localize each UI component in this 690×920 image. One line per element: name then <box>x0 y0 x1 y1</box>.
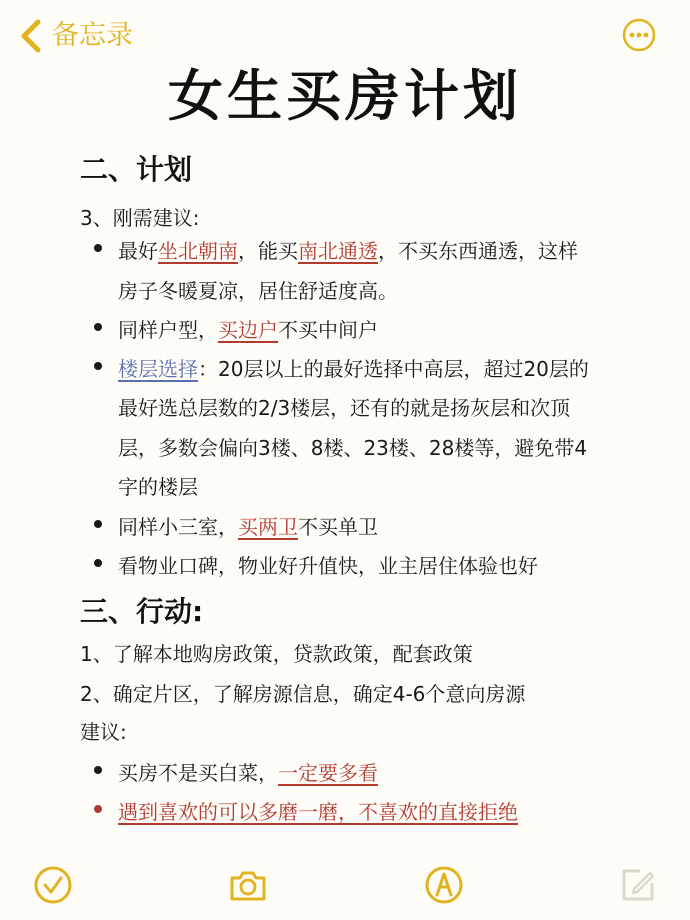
list-item-continued: 最好选总层数的2/3楼层，还有的就是扬灰层和次顶 <box>118 396 571 420</box>
action-item: 2、确定片区，了解房源信息，确定4-6个意向房源 <box>80 682 526 706</box>
camera-icon[interactable] <box>228 865 268 905</box>
list-item: 同样户型，买边户不买中间户 <box>118 318 378 342</box>
list-item: 遇到喜欢的可以多磨一磨，不喜欢的直接拒绝 <box>118 800 518 824</box>
highlight-text: 买边户 <box>218 318 278 342</box>
list-item: 最好坐北朝南，能买南北通透，不买东西通透，这样 <box>118 239 578 263</box>
list-item: 同样小三室，买两卫不买单卫 <box>118 515 378 539</box>
list-item: 买房不是买白菜，一定要多看 <box>118 761 378 785</box>
chevron-left-icon <box>18 16 48 56</box>
list-item-continued: 房子冬暖夏凉，居住舒适度高。 <box>118 279 398 303</box>
bullet-icon <box>94 323 102 331</box>
bottom-toolbar <box>0 855 690 915</box>
list-item-continued: 层，多数会偏向3楼、8楼、23楼、28楼等，避免带4 <box>118 436 588 460</box>
subheading-rigid-demand: 3、刚需建议: <box>80 206 200 230</box>
checkmark-icon[interactable] <box>33 865 73 905</box>
bullet-icon <box>94 362 102 370</box>
bullet-icon <box>94 520 102 528</box>
pen-icon[interactable] <box>424 865 464 905</box>
section-heading-plan: 二、计划 <box>80 153 193 186</box>
list-item: 看物业口碑，物业好升值快，业主居住体验也好 <box>118 554 538 578</box>
compose-icon[interactable] <box>618 865 658 905</box>
bullet-icon <box>94 559 102 567</box>
highlight-text: 一定要多看 <box>278 761 378 785</box>
note-title: 女生买房计划 <box>167 64 522 128</box>
action-item: 1、了解本地购房政策，贷款政策，配套政策 <box>80 642 473 666</box>
bullet-icon <box>94 244 102 252</box>
highlight-text: 坐北朝南 <box>158 239 238 263</box>
bullet-icon <box>94 805 102 813</box>
list-item: 楼层选择：20层以上的最好选择中高层，超过20层的 <box>118 357 589 381</box>
bullet-icon <box>94 766 102 774</box>
more-options-icon[interactable] <box>622 18 656 52</box>
advice-label: 建议: <box>80 720 127 744</box>
list-item-continued: 字的楼层 <box>118 475 198 499</box>
section-heading-action: 三、行动: <box>80 595 204 628</box>
back-label: 备忘录 <box>52 20 133 51</box>
highlight-text: 南北通透 <box>298 239 378 263</box>
highlight-text: 买两卫 <box>238 515 298 539</box>
highlight-text: 楼层选择 <box>118 357 198 381</box>
back-button[interactable] <box>18 16 133 56</box>
